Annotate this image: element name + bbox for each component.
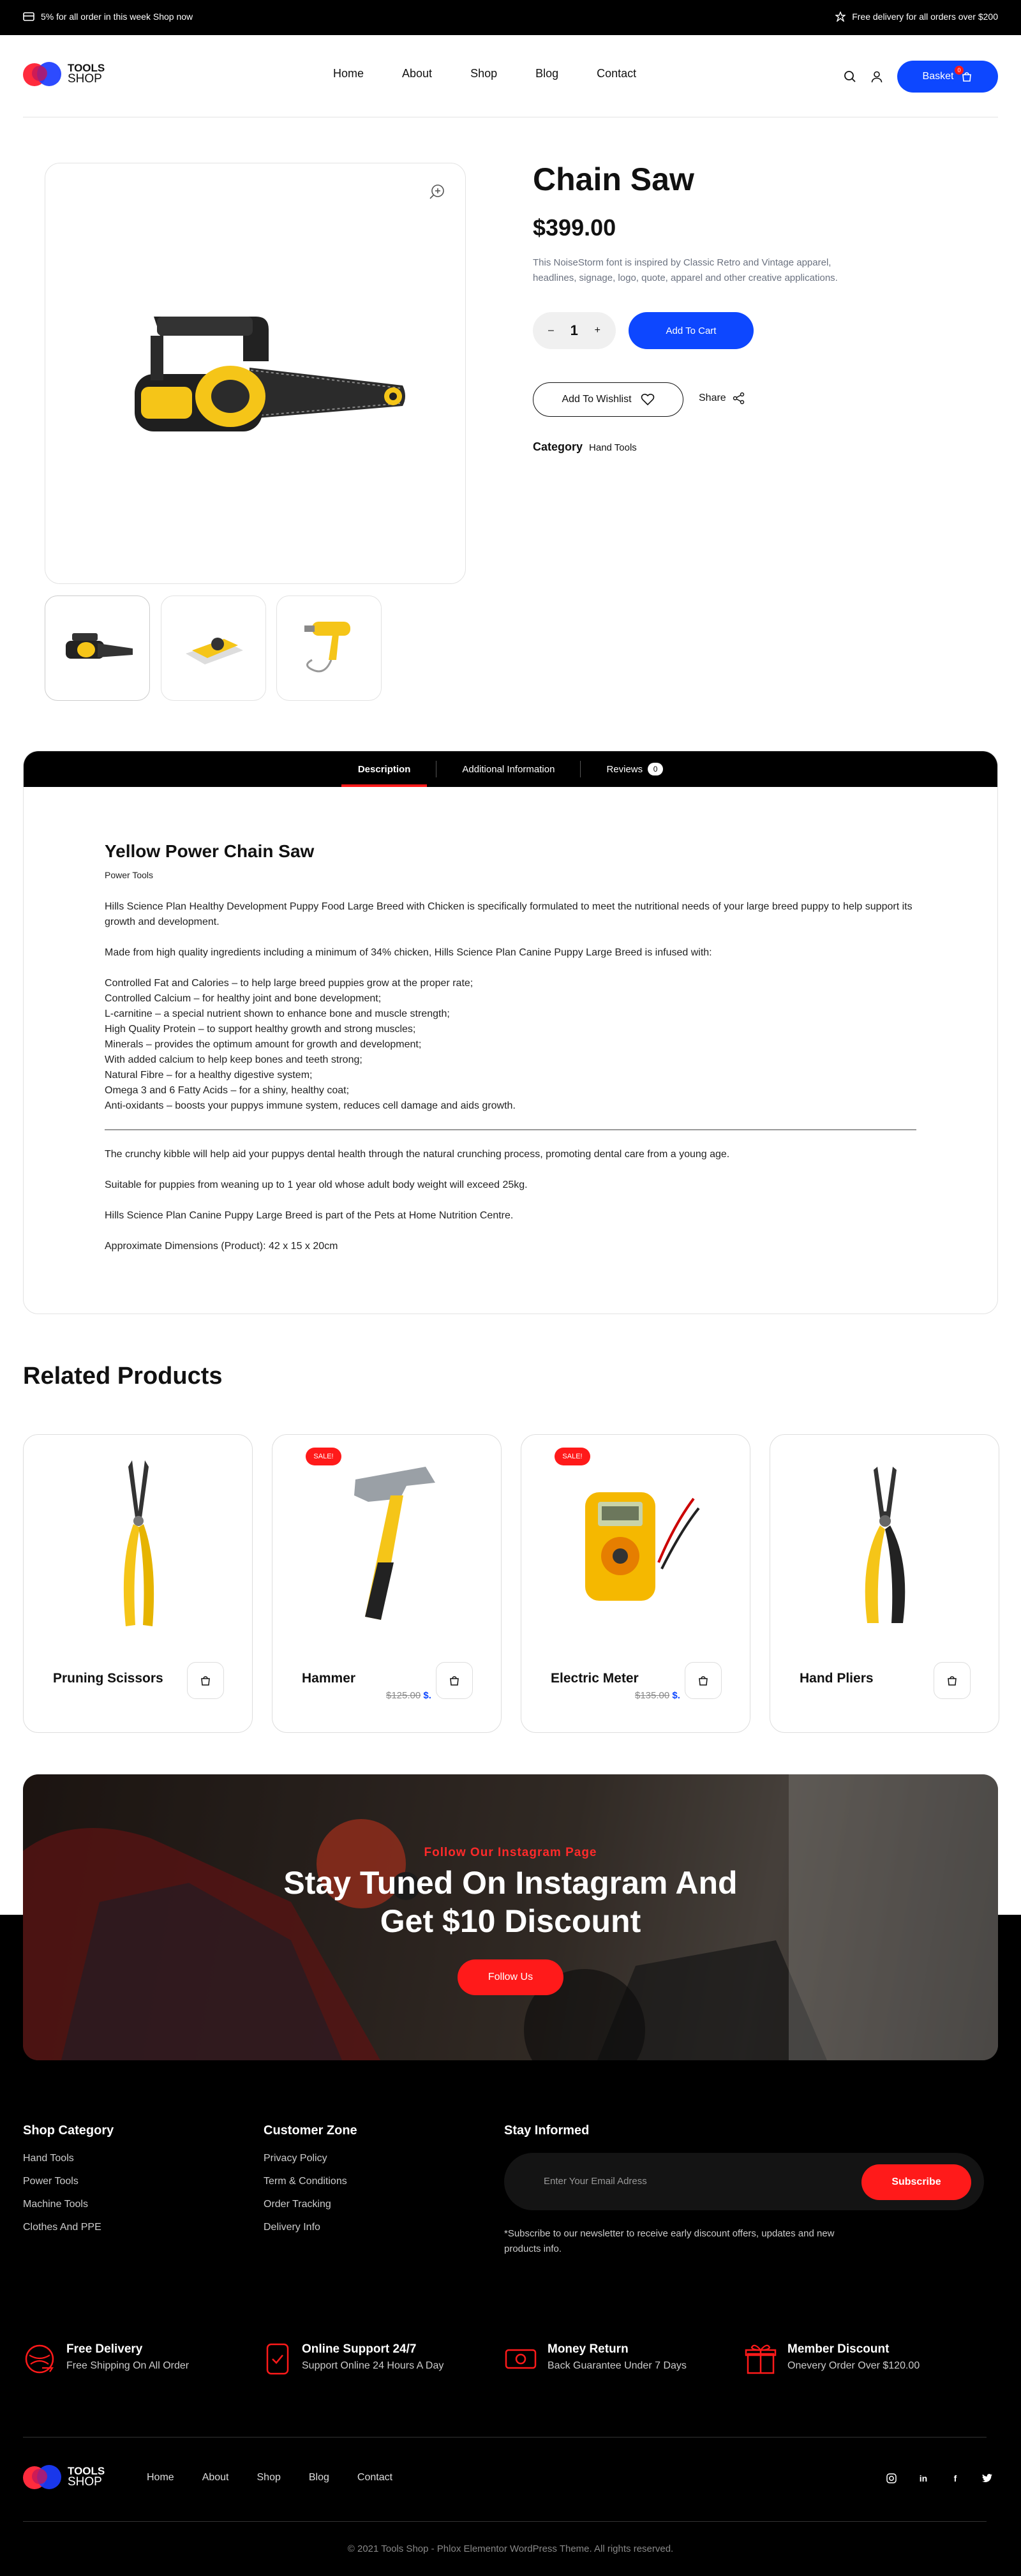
sale-badge: SALE! (306, 1448, 341, 1465)
money-icon (504, 2342, 537, 2376)
product-name[interactable]: Hammer (302, 1671, 356, 1686)
logo-line2: SHOP (68, 2475, 102, 2489)
product-main-image[interactable] (45, 163, 466, 584)
bullet-item: Controlled Calcium – for healthy joint and bone development; (105, 993, 382, 1004)
product-name[interactable]: Electric Meter (551, 1671, 639, 1686)
footer-link[interactable]: Power Tools (23, 2176, 78, 2187)
product-price (635, 1690, 680, 1701)
old-price: $125.00 (386, 1690, 421, 1701)
product-card[interactable] (770, 1434, 999, 1733)
gift-icon (744, 2342, 777, 2376)
share-button[interactable] (699, 392, 745, 405)
wishlist-label: Add To Wishlist (562, 394, 632, 405)
tab-bar (24, 751, 997, 787)
product-card[interactable] (23, 1434, 253, 1733)
tab-reviews-label: Reviews (606, 763, 643, 775)
category-label: Category (533, 440, 583, 453)
footer-nav (147, 2472, 421, 2483)
description-bullets (105, 976, 941, 1114)
nav-contact[interactable]: Contact (597, 67, 637, 80)
thumbnail-sander[interactable] (161, 595, 266, 701)
product-name[interactable]: Pruning Scissors (53, 1671, 163, 1686)
instagram-kicker: Follow Our Instagram Page (424, 1846, 597, 1859)
add-to-cart-button[interactable]: Add To Cart (629, 312, 754, 349)
basket-label: Basket (922, 71, 954, 82)
nav-blog[interactable]: Blog (535, 67, 559, 80)
description-panel (105, 841, 941, 1269)
tab-reviews[interactable] (581, 751, 689, 787)
footer-link[interactable]: Hand Tools (23, 2153, 74, 2164)
nav-shop[interactable]: Shop (470, 67, 498, 80)
search-icon[interactable] (844, 70, 856, 83)
feature-title: Online Support 24/7 (302, 2342, 417, 2356)
chainsaw-image (103, 291, 409, 451)
description-paragraph: Approximate Dimensions (Product): 42 x 15 x 20cm (105, 1241, 338, 1252)
email-input[interactable]: Enter Your Email Adress (544, 2176, 647, 2187)
footer-nav-about[interactable]: About (202, 2472, 229, 2483)
logo-line1: TOOLS (68, 62, 105, 74)
product-name[interactable]: Hand Pliers (800, 1671, 874, 1686)
bullet-item: High Quality Protein – to support healthy growth and strong muscles; (105, 1024, 416, 1035)
feature-item (264, 2342, 443, 2376)
twitter-icon[interactable] (976, 2467, 998, 2489)
copyright: © 2021 Tools Shop - Phlox Elementor WordPress Theme. All rights reserved. (347, 2543, 674, 2554)
feature-item (23, 2342, 189, 2376)
bullet-item: L-carnitine – a special nutrient shown to enhance bone and muscle strength; (105, 1008, 450, 1019)
footer-link[interactable]: Machine Tools (23, 2199, 88, 2210)
new-price: $. (423, 1690, 431, 1701)
tab-additional-information[interactable] (436, 751, 580, 787)
share-icon (733, 392, 745, 405)
thumbnail-drill[interactable] (276, 595, 382, 701)
description-paragraph: The crunchy kibble will help aid your puppys dental health through the natural crunching process, promoting dental care from a young age. (105, 1149, 730, 1160)
gift-card-icon (23, 11, 34, 22)
logo-mark (23, 59, 63, 87)
logo-mark (23, 2462, 63, 2490)
footer-nav-blog[interactable]: Blog (308, 2472, 329, 2483)
promo-text[interactable]: 5% for all order in this week Shop now (41, 11, 193, 22)
bullet-item: Anti-oxidants – boosts your puppys immune system, reduces cell damage and aids growth. (105, 1100, 516, 1111)
feature-item (744, 2342, 920, 2376)
instagram-heading (23, 1864, 998, 1940)
add-to-basket-button[interactable] (934, 1662, 971, 1699)
quantity-stepper[interactable] (533, 312, 616, 349)
hammer-image (343, 1467, 438, 1626)
follow-us-button[interactable]: Follow Us (458, 1959, 563, 1995)
feature-subtitle: Support Online 24 Hours A Day (302, 2360, 444, 2371)
qty-increase-button[interactable]: + (594, 325, 600, 336)
feature-title: Free Delivery (66, 2342, 143, 2356)
description-divider (105, 1129, 916, 1130)
footer-link[interactable]: Delivery Info (264, 2222, 320, 2233)
electric-meter-image (579, 1486, 700, 1614)
description-paragraph: Suitable for puppies from weaning up to 1 year old whose adult body weight will exceed 25kg. (105, 1179, 528, 1190)
delivery-icon (23, 2342, 56, 2376)
bullet-item: With added calcium to help keep bones and teeth strong; (105, 1054, 362, 1065)
basket-icon (961, 71, 973, 82)
nav-about[interactable]: About (402, 67, 433, 80)
footer-link[interactable]: Term & Conditions (264, 2176, 347, 2187)
user-icon[interactable] (870, 70, 883, 83)
product-category (533, 440, 637, 454)
logo-line2: SHOP (68, 72, 102, 86)
tab-description-label: Description (357, 763, 411, 775)
feature-item (504, 2342, 687, 2376)
product-price: $399.00 (533, 214, 616, 241)
subscribe-button[interactable]: Subscribe (861, 2164, 971, 2200)
instagram-heading-line1: Stay Tuned On Instagram And (283, 1865, 738, 1901)
main-nav (333, 67, 674, 80)
old-price: $135.00 (635, 1690, 670, 1701)
feature-subtitle: Back Guarantee Under 7 Days (548, 2360, 687, 2371)
footer-col-title: Stay Informed (504, 2123, 590, 2138)
bullet-item: Omega 3 and 6 Fatty Acids – for a shiny, healthy coat; (105, 1085, 350, 1096)
share-label: Share (699, 393, 726, 403)
facebook-icon[interactable]: f (953, 2473, 957, 2483)
add-to-basket-button[interactable] (685, 1662, 722, 1699)
linkedin-icon[interactable]: in (919, 2473, 928, 2483)
description-title: Yellow Power Chain Saw (105, 841, 315, 861)
logo-line1: TOOLS (68, 2465, 105, 2477)
footer-col-title: Shop Category (23, 2123, 114, 2138)
related-heading: Related Products (23, 1363, 223, 1389)
tab-additional-label: Additional Information (462, 763, 555, 775)
product-description: This NoiseStorm font is inspired by Classic Retro and Vintage apparel, headlines, signage, logo, quote, apparel and other creative applications. (533, 257, 838, 283)
footer-nav-contact[interactable]: Contact (357, 2472, 393, 2483)
product-title: Chain Saw (533, 161, 694, 197)
phone-icon (264, 2342, 292, 2376)
product-card[interactable] (272, 1434, 502, 1733)
footer-link[interactable]: Clothes And PPE (23, 2222, 101, 2233)
instagram-banner (23, 1774, 998, 2060)
feature-subtitle: Onevery Order Over $120.00 (787, 2360, 920, 2371)
new-price: $. (672, 1690, 680, 1701)
footer-nav-shop[interactable]: Shop (257, 2472, 281, 2483)
bullet-item: Controlled Fat and Calories – to help large breed puppies grow at the proper rate; (105, 978, 473, 989)
add-to-wishlist-button[interactable] (533, 382, 683, 417)
star-icon (835, 11, 846, 22)
zoom-icon[interactable] (428, 183, 446, 200)
logo[interactable] (23, 59, 105, 87)
product-tabs (23, 751, 998, 1314)
site-header (0, 35, 1021, 118)
add-to-basket-button[interactable] (436, 1662, 473, 1699)
instagram-heading-line2: Get $10 Discount (380, 1903, 641, 1939)
description-subtitle: Power Tools (105, 870, 154, 880)
pruning-scissors-image (107, 1460, 170, 1633)
sale-badge: SALE! (555, 1448, 590, 1465)
footer-divider (23, 2521, 987, 2522)
footer-nav-home[interactable]: Home (147, 2472, 174, 2483)
delivery-text: Free delivery for all orders over $200 (852, 11, 998, 22)
bullet-item: Natural Fibre – for a healthy digestive system; (105, 1070, 313, 1081)
footer-logo[interactable] (23, 2462, 105, 2490)
reviews-count-badge: 0 (648, 763, 663, 775)
social-links (881, 2467, 998, 2489)
basket-button[interactable] (897, 61, 998, 93)
description-paragraph: Made from high quality ingredients including a minimum of 34% chicken, Hills Science Plan Canine Puppy Large Breed is infused with: (105, 947, 712, 958)
description-paragraph: Hills Science Plan Healthy Development Puppy Food Large Breed with Chicken is specifically formulated to meet the nutritional needs of your large breed puppy to help support its growth and development. (105, 901, 913, 927)
feature-title: Member Discount (787, 2342, 890, 2356)
basket-count-badge: 0 (955, 66, 964, 75)
tab-description[interactable] (332, 751, 436, 787)
hand-pliers-image (853, 1467, 917, 1626)
nav-home[interactable]: Home (333, 67, 364, 80)
heart-icon (641, 393, 655, 406)
footer-links-shop (23, 2147, 101, 2239)
instagram-icon[interactable] (881, 2467, 902, 2489)
thumbnail-chainsaw[interactable] (45, 595, 150, 701)
footer-link[interactable]: Privacy Policy (264, 2153, 327, 2164)
product-price (386, 1690, 431, 1701)
newsletter-form (504, 2153, 984, 2210)
footer-col-title: Customer Zone (264, 2123, 357, 2138)
bullet-item: Minerals – provides the optimum amount for growth and development; (105, 1039, 422, 1050)
product-card[interactable] (521, 1434, 750, 1733)
feature-title: Money Return (548, 2342, 629, 2356)
newsletter-note: *Subscribe to our newsletter to receive early discount offers, updates and new products info. (504, 2228, 835, 2254)
description-paragraph: Hills Science Plan Canine Puppy Large Breed is part of the Pets at Home Nutrition Centre. (105, 1210, 514, 1221)
qty-decrease-button[interactable]: – (548, 325, 554, 336)
feature-subtitle: Free Shipping On All Order (66, 2360, 190, 2371)
add-to-basket-button[interactable] (187, 1662, 224, 1699)
footer-links-customer (264, 2147, 347, 2239)
footer-link[interactable]: Order Tracking (264, 2199, 331, 2210)
top-bar (0, 0, 1021, 35)
qty-value[interactable]: 1 (570, 322, 578, 338)
category-link[interactable]: Hand Tools (589, 442, 637, 453)
